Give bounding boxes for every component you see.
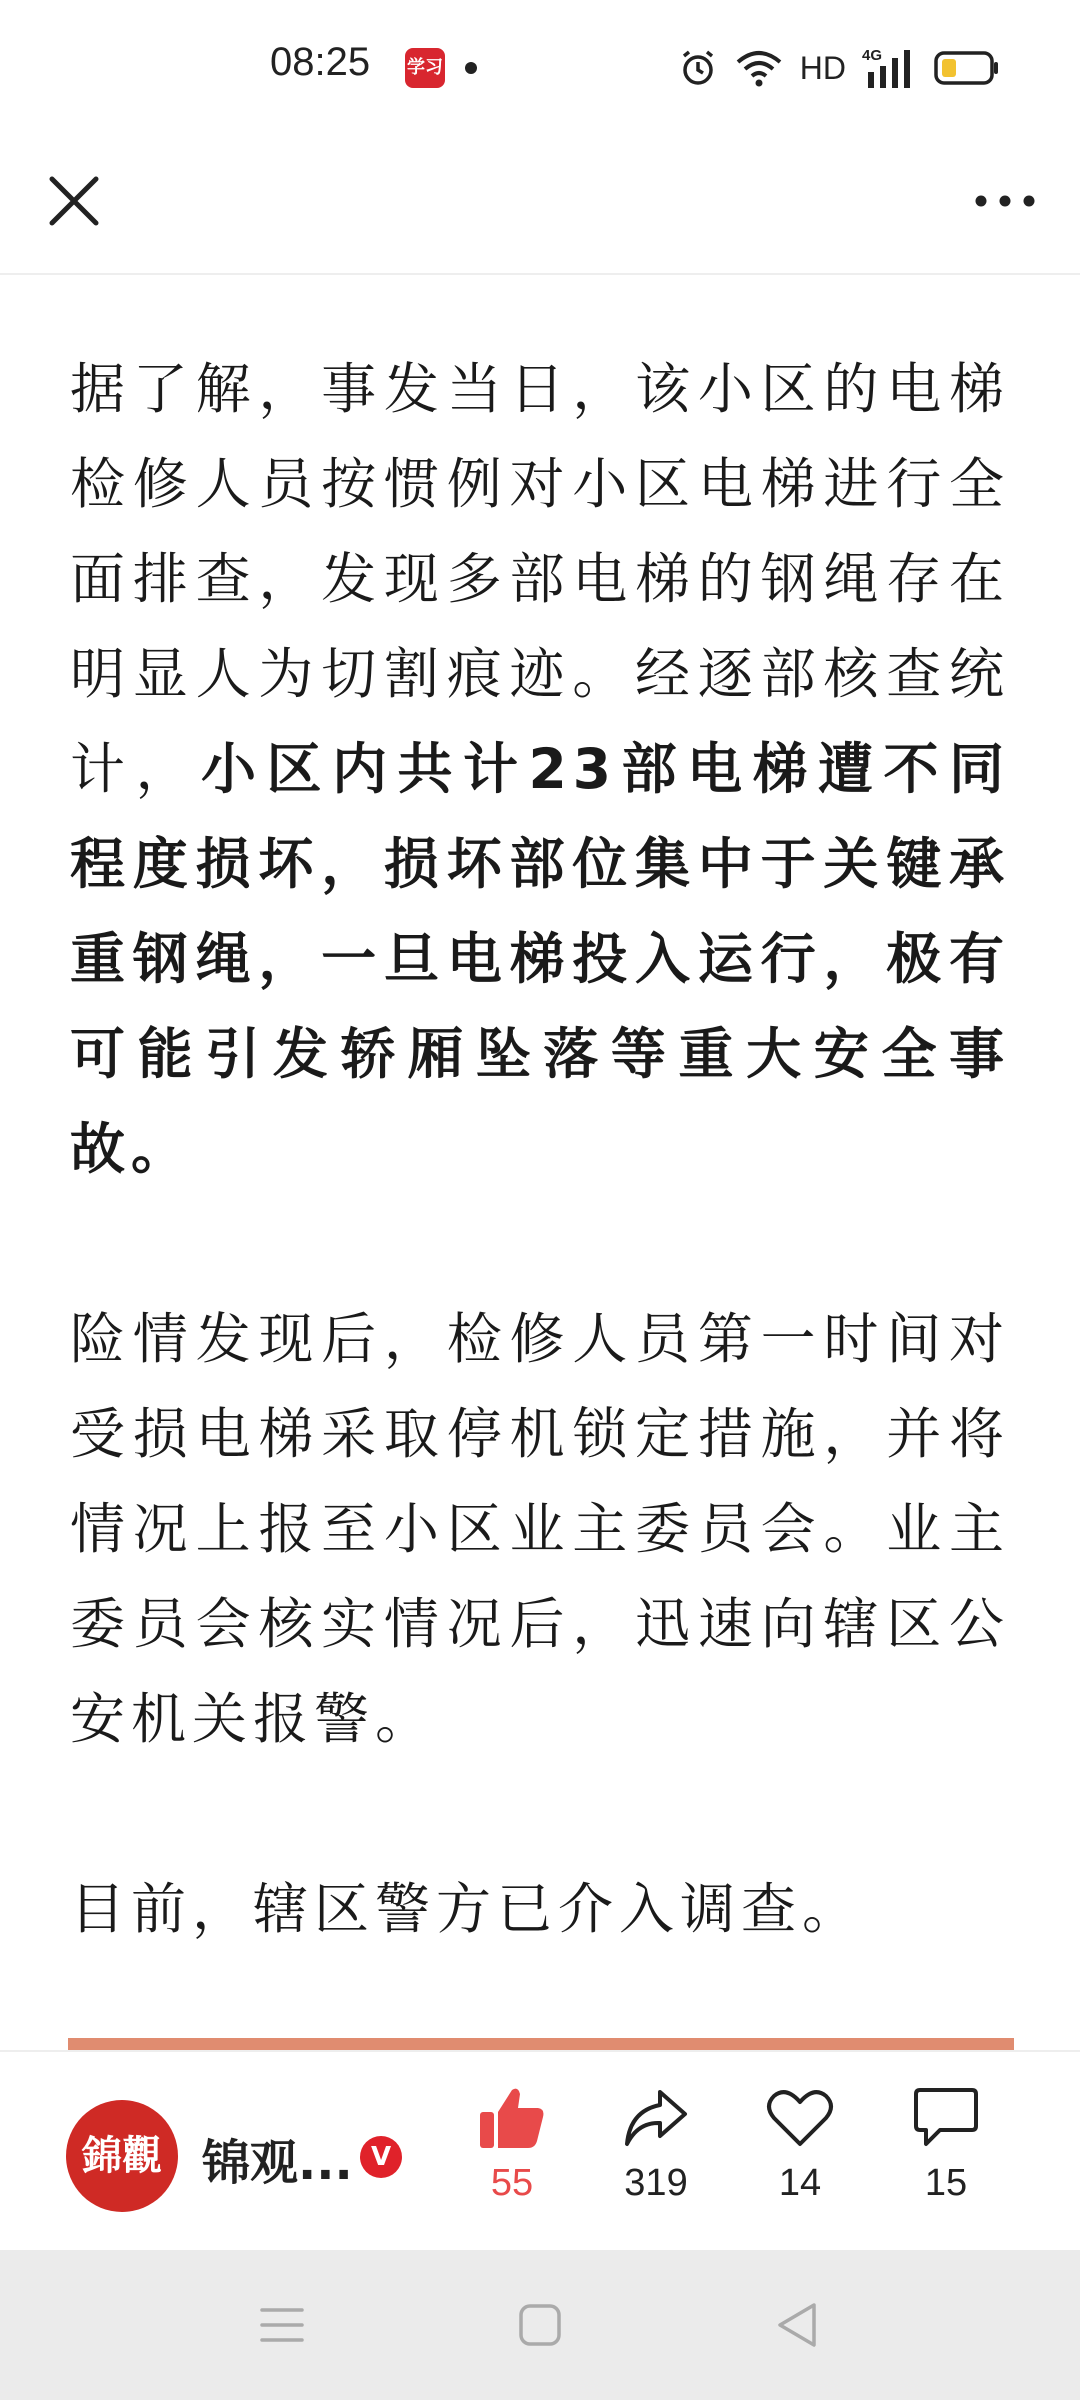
- battery-icon: [934, 50, 1000, 86]
- home-square-icon: [518, 2303, 562, 2347]
- home-button[interactable]: [500, 2290, 580, 2360]
- share-button[interactable]: [586, 2086, 726, 2205]
- article-paragraph-2: 险情发现后，检修人员第一时间对受损电梯采取停机锁定措施，并将情况上报至小区业主委员会。业主委员会核实情况后，迅速向辖区公安机关报警。: [70, 1307, 1010, 1751]
- comment-icon: [912, 2086, 980, 2150]
- recent-apps-button[interactable]: [242, 2290, 322, 2360]
- status-bar: [0, 0, 1080, 135]
- alarm-icon: [678, 48, 718, 88]
- paragraph-1-bold-text: 小区内共计23部电梯遭不同程度损坏，损坏部位集中于关键承重钢绳，一旦电梯投入运行，极有可能引发轿厢坠落等重大安全事故。: [70, 737, 1010, 1181]
- like-button[interactable]: [442, 2086, 582, 2205]
- paragraph-1-text: 据了解，事发当日，该小区的电梯检修人员按惯例对小区电梯进行全面排查，发现多部电梯的钢绳存在明显人为切割痕迹。经逐部核查统计，: [70, 357, 1010, 801]
- share-icon: [622, 2086, 690, 2150]
- status-icons: [678, 40, 1000, 96]
- study-app-icon: 学习: [405, 48, 445, 88]
- author-name[interactable]: 锦观...: [202, 2135, 353, 2191]
- verified-badge: V: [360, 2136, 402, 2178]
- wifi-icon: [734, 48, 784, 88]
- favorite-button[interactable]: [730, 2086, 870, 2205]
- status-time: 08:25: [270, 40, 371, 84]
- article-body: [70, 342, 1010, 2052]
- menu-icon: [259, 2305, 305, 2345]
- like-count: 55: [490, 2162, 534, 2204]
- signal-4g-label: 4G: [862, 47, 883, 64]
- article-paragraph-1: [70, 342, 1010, 1197]
- author-avatar[interactable]: 錦觀: [66, 2100, 178, 2212]
- notification-dot-icon: [465, 62, 477, 74]
- favorite-count: 14: [778, 2162, 822, 2204]
- close-button[interactable]: [34, 161, 114, 241]
- top-bar: [0, 135, 1080, 275]
- more-icon: [974, 194, 1036, 208]
- article-paragraph-3: 目前，辖区警方已介入调查。: [70, 1877, 864, 1941]
- action-bar: [0, 2050, 1080, 2252]
- comment-count: 15: [924, 2162, 968, 2204]
- thumbs-up-icon: [478, 2086, 546, 2150]
- share-count: 319: [624, 2162, 688, 2204]
- comment-button[interactable]: [876, 2086, 1016, 2205]
- system-nav-bar: [0, 2250, 1080, 2400]
- signal-icon: [862, 46, 918, 90]
- close-icon: [48, 175, 100, 227]
- more-button[interactable]: [960, 161, 1050, 241]
- back-button[interactable]: [756, 2290, 836, 2360]
- back-triangle-icon: [774, 2301, 818, 2349]
- hd-label: HD: [799, 49, 846, 86]
- heart-icon: [766, 2086, 834, 2150]
